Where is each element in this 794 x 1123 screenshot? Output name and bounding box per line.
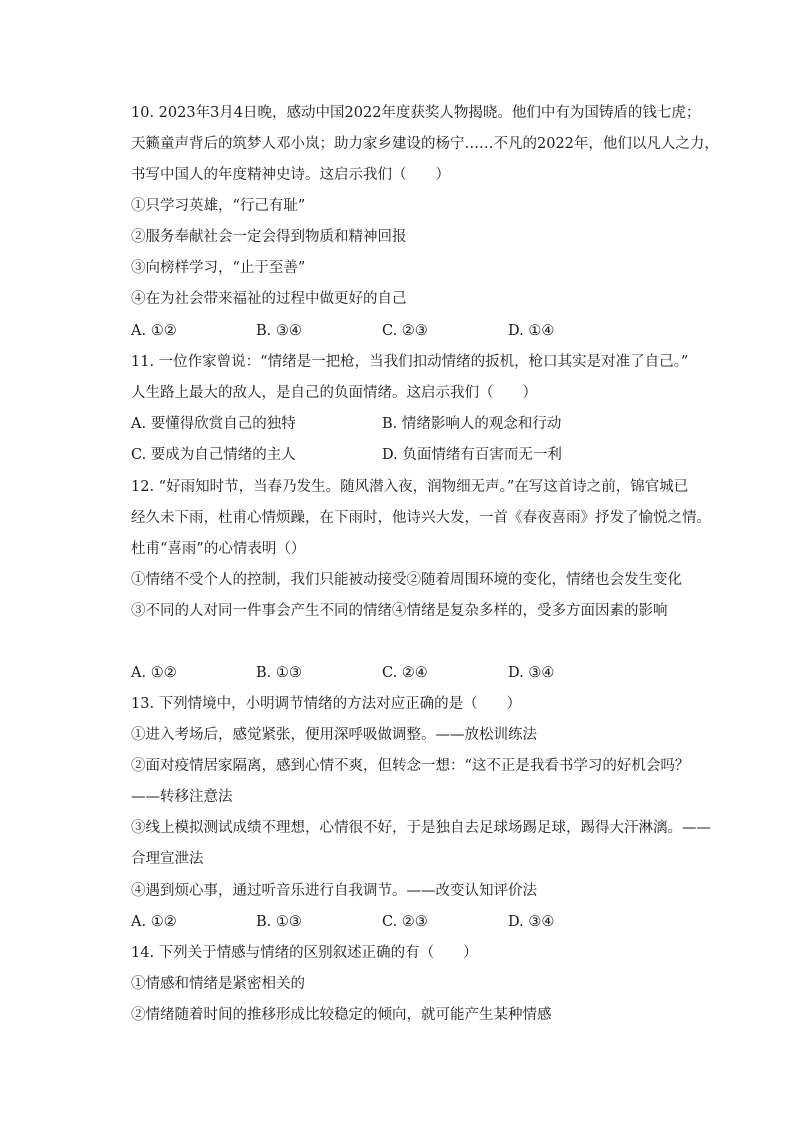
q13-option-d: D. ③④ bbox=[508, 914, 555, 930]
q12-stem-line-3: 杜甫“喜雨”的心情表明（） bbox=[131, 541, 306, 557]
q11-stem-line-1: 11. 一位作家曾说：“情绪是一把枪，当我们扣动情绪的扳机，枪口其实是对准了自己。” bbox=[131, 354, 689, 370]
q13-statement-1: ①进入考场后，感觉紧张，便用深呼吸做调整。——放松训练法 bbox=[131, 727, 537, 743]
q10-stem-line-3: 书写中国人的年度精神史诗。这启示我们（ ） bbox=[131, 167, 450, 183]
q14-stem-line-1: 14. 下列关于情感与情绪的区别叙述正确的有（ ） bbox=[131, 945, 478, 961]
q12-option-c: C. ②④ bbox=[382, 665, 428, 681]
q10-option-c: C. ②③ bbox=[382, 323, 428, 339]
q13-statement-3-line-2: 合理宣泄法 bbox=[131, 851, 204, 867]
q12-stem-line-1: 12. “好雨知时节，当春乃发生。随风潜入夜，润物细无声。”在写这首诗之前，锦官城已 bbox=[131, 479, 689, 495]
q11-option-c: C. 要成为自己情绪的主人 bbox=[131, 447, 296, 463]
q10-option-d: D. ①④ bbox=[508, 323, 555, 339]
q10-option-b: B. ③④ bbox=[256, 323, 302, 339]
q12-statements-1-2: ①情绪不受个人的控制，我们只能被动接受②随着周围环境的变化，情绪也会发生变化 bbox=[131, 572, 682, 588]
q12-statements-3-4: ③不同的人对同一件事会产生不同的情绪④情绪是复杂多样的，受多方面因素的影响 bbox=[131, 603, 668, 619]
q12-option-d: D. ③④ bbox=[508, 665, 555, 681]
q12-option-b: B. ①③ bbox=[256, 665, 302, 681]
q11-option-d: D. 负面情绪有百害而无一利 bbox=[382, 447, 562, 463]
q11-option-a: A. 要懂得欣赏自己的独特 bbox=[131, 416, 296, 432]
q13-statement-2-line-1: ②面对疫情居家隔离，感到心情不爽，但转念一想：“这不正是我看书学习的好机会吗？ bbox=[131, 758, 690, 774]
q10-statement-3: ③向榜样学习，“止于至善” bbox=[131, 260, 306, 276]
q11-stem-line-2: 人生路上最大的敌人，是自己的负面情绪。这启示我们（ ） bbox=[131, 385, 537, 401]
q13-option-b: B. ①③ bbox=[256, 914, 302, 930]
q10-stem-line-1: 10. 2023年3月4日晚，感动中国2022年度获奖人物揭晓。他们中有为国铸盾的钱七虎； bbox=[131, 105, 701, 121]
q10-option-a: A. ①② bbox=[131, 323, 177, 339]
q10-statement-4: ④在为社会带来福祉的过程中做更好的自己 bbox=[131, 291, 407, 307]
q11-option-b: B. 情绪影响人的观念和行动 bbox=[382, 416, 562, 432]
q10-statement-1: ①只学习英雄，“行己有耻” bbox=[131, 198, 306, 214]
q13-option-a: A. ①② bbox=[131, 914, 177, 930]
q13-stem-line-1: 13. 下列情境中，小明调节情绪的方法对应正确的是（ ） bbox=[131, 696, 522, 712]
q10-stem-line-2: 天籁童声背后的筑梦人邓小岚；助力家乡建设的杨宁……不凡的2022年，他们以凡人之力， bbox=[131, 136, 719, 152]
q10-statement-2: ②服务奉献社会一定会得到物质和精神回报 bbox=[131, 229, 407, 245]
q13-statement-3-line-1: ③线上模拟测试成绩不理想，心情很不好，于是独自去足球场踢足球，踢得大汗淋漓。—— bbox=[131, 820, 711, 836]
q13-statement-4: ④遇到烦心事，通过听音乐进行自我调节。——改变认知评价法 bbox=[131, 883, 537, 899]
q14-statement-2: ②情绪随着时间的推移形成比较稳定的倾向，就可能产生某种情感 bbox=[131, 1007, 552, 1023]
q12-stem-line-2: 经久未下雨，杜甫心情烦躁，在下雨时，他诗兴大发，一首《春夜喜雨》抒发了愉悦之情。 bbox=[131, 510, 711, 526]
q13-statement-2-line-2: ——转移注意法 bbox=[131, 789, 233, 805]
q12-option-a: A. ①② bbox=[131, 665, 177, 681]
q13-option-c: C. ②③ bbox=[382, 914, 428, 930]
q14-statement-1: ①情感和情绪是紧密相关的 bbox=[131, 976, 305, 992]
